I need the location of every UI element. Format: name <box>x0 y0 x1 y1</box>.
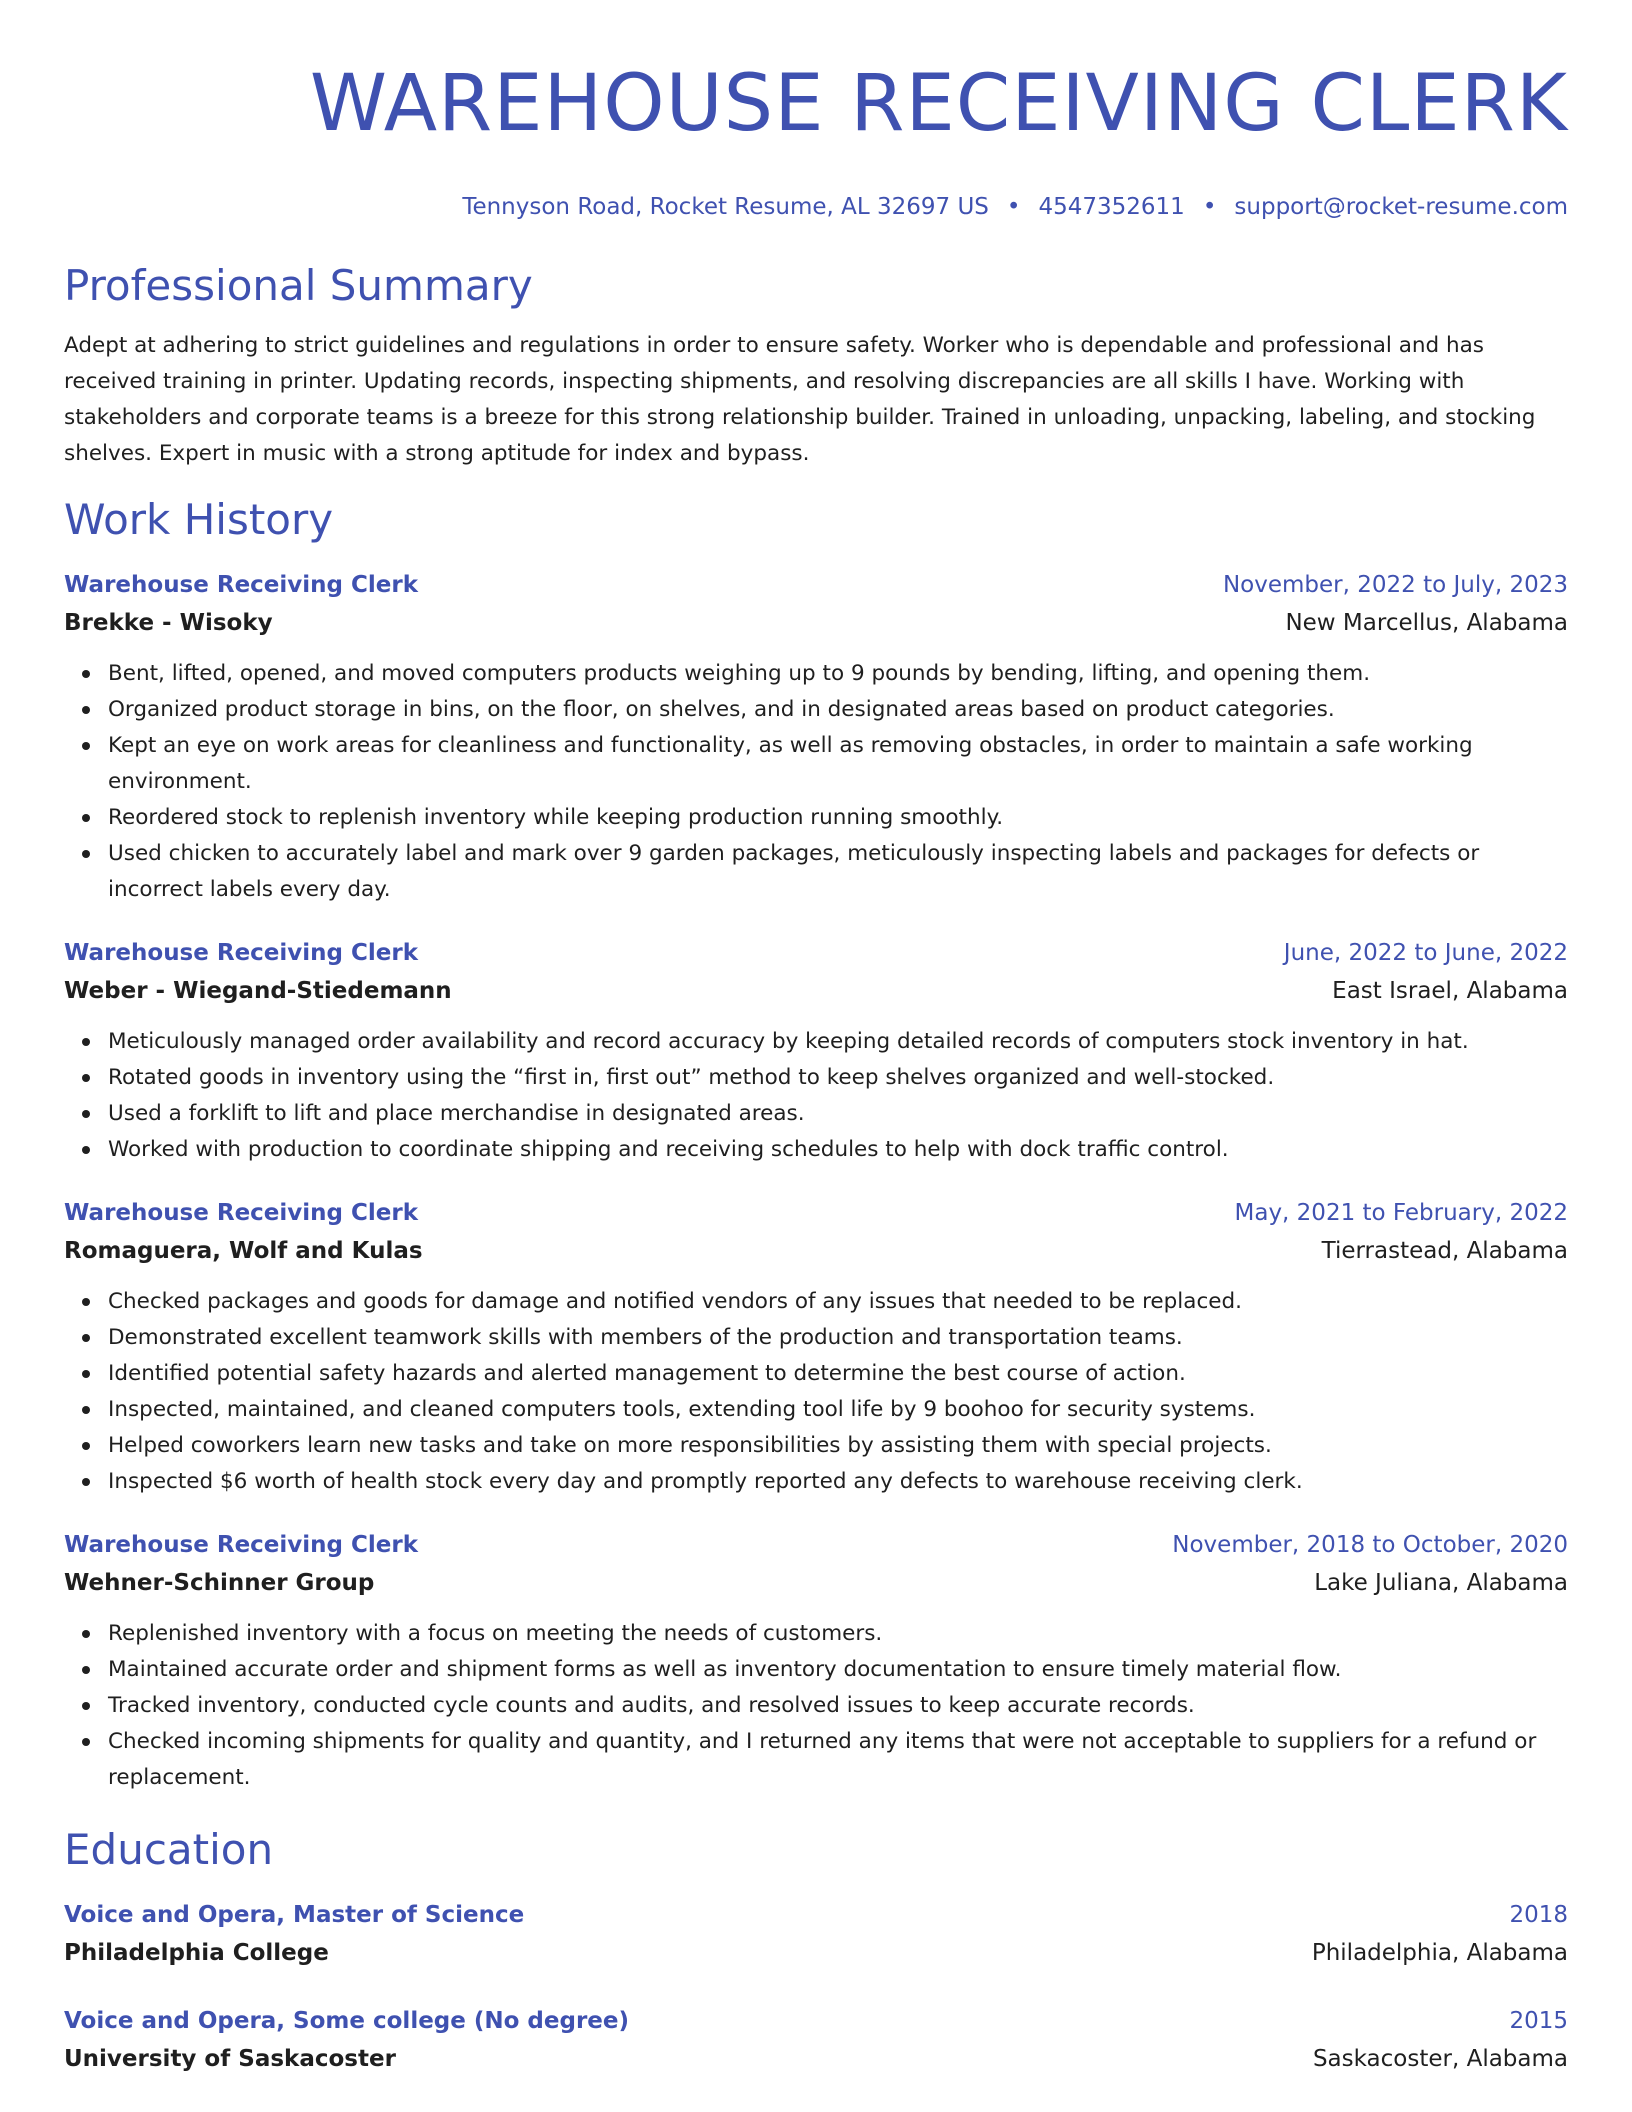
job-bullet: Bent, lifted, opened, and moved computers products weighing up to 9 pounds by bending, lifting, and opening them. <box>108 656 1568 692</box>
education-location: Philadelphia, Alabama <box>1311 1940 1568 1966</box>
education-heading: Education <box>64 1825 274 1874</box>
job-company: Brekke - Wisoky <box>64 610 273 636</box>
resume-header <box>64 56 1568 222</box>
work-history-list <box>64 566 1568 1796</box>
job-company-row <box>64 1564 1568 1602</box>
job-bullet: Kept an eye on work areas for cleanliness and functionality, as well as removing obstacles, in order to maintain a safe working environment. <box>108 728 1568 800</box>
job-company: Wehner-Schinner Group <box>64 1570 375 1596</box>
job-bullet: Worked with production to coordinate shipping and receiving schedules to help with dock traffic control. <box>108 1132 1568 1168</box>
job-bullets <box>64 656 1568 908</box>
education-year: 2018 <box>1509 1902 1568 1928</box>
education-degree: Voice and Opera, Some college (No degree) <box>64 2008 630 2034</box>
job-header-row <box>64 934 1568 972</box>
education-degree: Voice and Opera, Master of Science <box>64 1902 525 1928</box>
job-bullet: Tracked inventory, conducted cycle counts and audits, and resolved issues to keep accurate records. <box>108 1688 1568 1724</box>
education-degree-row <box>64 2002 1568 2040</box>
job-location: New Marcellus, Alabama <box>1285 610 1568 636</box>
job-header-row <box>64 1526 1568 1564</box>
job-bullets <box>64 1024 1568 1168</box>
education-school: University of Saskacoster <box>64 2046 396 2072</box>
job-entry <box>64 566 1568 908</box>
contact-line <box>64 192 1568 222</box>
work-history-heading: Work History <box>64 495 334 544</box>
job-bullet: Replenished inventory with a focus on meeting the needs of customers. <box>108 1616 1568 1652</box>
job-bullet: Inspected, maintained, and cleaned computers tools, extending tool life by 9 boohoo for security systems. <box>108 1392 1568 1428</box>
job-dates: June, 2022 to June, 2022 <box>1283 940 1568 966</box>
job-location: Tierrastead, Alabama <box>1321 1238 1568 1264</box>
education-school-row <box>64 1934 1568 1972</box>
contact-email: support@rocket-resume.com <box>1234 194 1568 220</box>
job-dates: May, 2021 to February, 2022 <box>1234 1200 1568 1226</box>
job-entry <box>64 1194 1568 1500</box>
job-bullet: Rotated goods in inventory using the “first in, first out” method to keep shelves organized and well-stocked. <box>108 1060 1568 1096</box>
job-role: Warehouse Receiving Clerk <box>64 1200 419 1226</box>
job-location: Lake Juliana, Alabama <box>1314 1570 1568 1596</box>
job-bullet: Checked packages and goods for damage and notified vendors of any issues that needed to be replaced. <box>108 1284 1568 1320</box>
job-header-row <box>64 566 1568 604</box>
summary-heading: Professional Summary <box>64 261 533 310</box>
job-bullet: Maintained accurate order and shipment forms as well as inventory documentation to ensure timely material flow. <box>108 1652 1568 1688</box>
job-bullet: Organized product storage in bins, on the floor, on shelves, and in designated areas based on product categories. <box>108 692 1568 728</box>
job-role: Warehouse Receiving Clerk <box>64 940 419 966</box>
contact-separator: • <box>1202 194 1217 220</box>
education-school-row <box>64 2040 1568 2078</box>
job-bullet: Used chicken to accurately label and mark over 9 garden packages, meticulously inspecting labels and packages for defects or incorrect labels every day. <box>108 836 1568 908</box>
education-list <box>64 1896 1568 2078</box>
contact-separator: • <box>1006 194 1021 220</box>
education-degree-row <box>64 1896 1568 1934</box>
job-bullet: Used a forklift to lift and place merchandise in designated areas. <box>108 1096 1568 1132</box>
summary-text: Adept at adhering to strict guidelines and regulations in order to ensure safety. Worker who is dependable and professional and has received training in printer. Updating records, inspecting shipments, and resolving discrepancies are all skills I have. Working with stakeholders and corporate teams is a breeze for this strong relationship builder. Trained in unloading, unpacking, labeling, and stocking shelves. Expert in music with a strong aptitude for index and bypass. <box>64 333 1536 466</box>
job-company-row <box>64 1232 1568 1270</box>
contact-phone: 4547352611 <box>1038 194 1185 220</box>
job-dates: November, 2018 to October, 2020 <box>1172 1532 1568 1558</box>
contact-address: Tennyson Road, Rocket Resume, AL 32697 US <box>462 194 989 220</box>
job-bullet: Meticulously managed order availability and record accuracy by keeping detailed records of computers stock inventory in hat. <box>108 1024 1568 1060</box>
job-company-row <box>64 972 1568 1010</box>
job-bullet: Demonstrated excellent teamwork skills with members of the production and transportation teams. <box>108 1320 1568 1356</box>
education-school: Philadelphia College <box>64 1940 329 1966</box>
education-location: Saskacoster, Alabama <box>1312 2046 1568 2072</box>
job-dates: November, 2022 to July, 2023 <box>1222 572 1568 598</box>
job-bullet: Checked incoming shipments for quality and quantity, and I returned any items that were not acceptable to suppliers for a refund or replacement. <box>108 1724 1568 1796</box>
education-year: 2015 <box>1509 2008 1568 2034</box>
job-header-row <box>64 1194 1568 1232</box>
job-company: Weber - Wiegand-Stiedemann <box>64 978 452 1004</box>
job-bullets <box>64 1284 1568 1500</box>
job-entry <box>64 934 1568 1168</box>
job-entry <box>64 1526 1568 1796</box>
resume-name: WAREHOUSE RECEIVING CLERK <box>309 59 1568 149</box>
job-role: Warehouse Receiving Clerk <box>64 572 419 598</box>
job-bullet: Reordered stock to replenish inventory while keeping production running smoothly. <box>108 800 1568 836</box>
job-bullet: Identified potential safety hazards and alerted management to determine the best course of action. <box>108 1356 1568 1392</box>
job-company: Romaguera, Wolf and Kulas <box>64 1238 423 1264</box>
job-role: Warehouse Receiving Clerk <box>64 1532 419 1558</box>
education-entry <box>64 1896 1568 1972</box>
job-company-row <box>64 604 1568 642</box>
job-bullet: Inspected $6 worth of health stock every day and promptly reported any defects to warehouse receiving clerk. <box>108 1464 1568 1500</box>
job-bullets <box>64 1616 1568 1796</box>
job-location: East Israel, Alabama <box>1332 978 1568 1004</box>
education-entry <box>64 2002 1568 2078</box>
job-bullet: Helped coworkers learn new tasks and take on more responsibilities by assisting them with special projects. <box>108 1428 1568 1464</box>
